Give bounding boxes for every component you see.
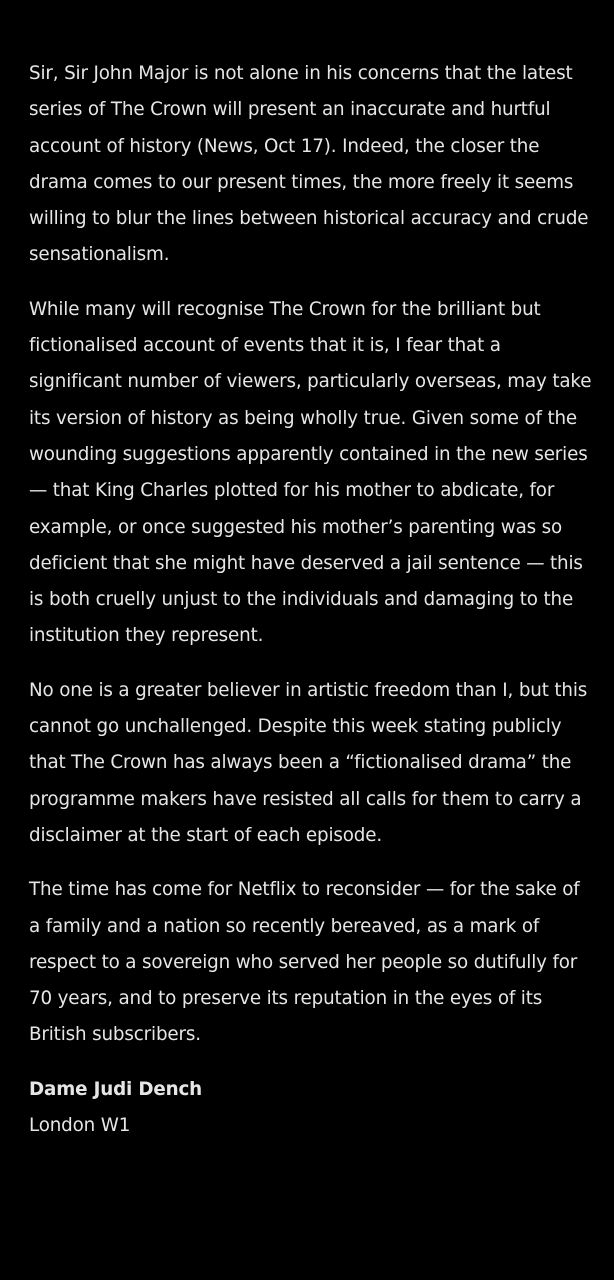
letter-signature xyxy=(29,1072,593,1144)
signature-location: London W1 xyxy=(29,1114,131,1136)
letter-paragraph-2: While many will recognise The Crown for the brilliant but fictionalised account of events that it is, I fear that a significant number of viewers, particularly overseas, may take its version of history as being wholly true. Given some of the wounding suggestions apparently contained in the new series — that King Charles plotted for his mother to abdicate, for example, or once suggested his mother’s parenting was so deficient that she might have deserved a jail sentence — this is both cruelly unjust to the individuals and damaging to the institution they represent. xyxy=(29,298,592,647)
letter-paragraph-1: Sir, Sir John Major is not alone in his concerns that the latest series of The Crown will present an inaccurate and hurtful account of history (News, Oct 17). Indeed, the closer the drama comes to our present times, the more freely it seems willing to blur the lines between historical accuracy and crude sensationalism. xyxy=(29,63,589,266)
letter-body xyxy=(29,56,593,1144)
letter-paragraph-3: No one is a greater believer in artistic freedom than I, but this cannot go unchallenged. Despite this week stating publicly that The Crown has always been a “fictionalised drama” the programme makers have resisted all calls for them to carry a disclaimer at the start of each episode. xyxy=(29,679,588,846)
letter-paragraph-4: The time has come for Netflix to reconsider — for the sake of a family and a nation so recently bereaved, as a mark of respect to a sovereign who served her people so dutifully for 70 years, and to preserve its reputation in the eyes of its British subscribers. xyxy=(29,879,580,1046)
signature-name: Dame Judi Dench xyxy=(29,1078,203,1100)
